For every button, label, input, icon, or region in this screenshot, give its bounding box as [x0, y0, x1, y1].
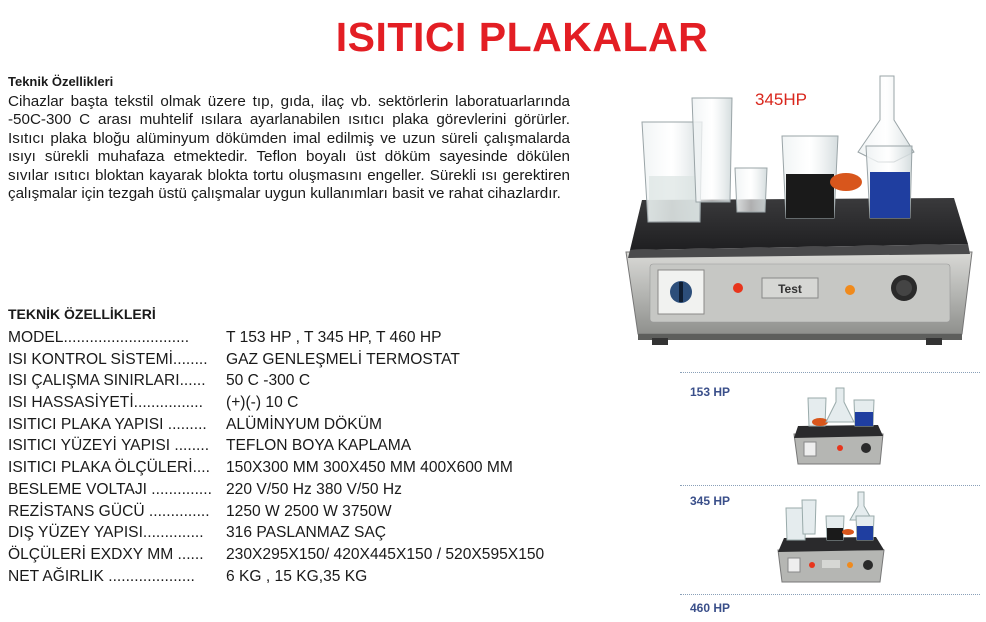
brand-label: Test [778, 282, 802, 296]
specs-heading: TEKNİK ÖZELLİKLERİ [8, 306, 156, 322]
spec-value: 50 C -300 C [226, 372, 311, 390]
spec-label: NET AĞIRLIK .................... [8, 567, 195, 585]
thumb-label-153: 153 HP [690, 385, 731, 399]
spec-row-power [8, 501, 544, 523]
spec-label: REZİSTANS GÜCÜ .............. [8, 502, 210, 520]
spec-label: MODEL............................. [8, 329, 190, 346]
thumb-label-345: 345 HP [690, 494, 731, 508]
spec-row-dimensions [8, 544, 544, 566]
thumb-divider [680, 594, 980, 596]
spec-label: ISI KONTROL SİSTEMİ........ [8, 350, 208, 368]
spec-value: 1250 W 2500 W 3750W [226, 502, 392, 520]
spec-row-exterior [8, 522, 544, 544]
spec-value: 316 PASLANMAZ SAÇ [226, 524, 387, 542]
spec-label: BESLEME VOLTAJI .............. [8, 480, 212, 498]
spec-value: (+)(-) 10 C [226, 394, 299, 412]
spec-row-model [8, 327, 544, 349]
spec-value: TEFLON BOYA KAPLAMA [226, 437, 412, 455]
spec-value: 6 KG , 15 KG,35 KG [226, 567, 368, 585]
spec-label: ISITICI PLAKA ÖLÇÜLERİ.... [8, 459, 210, 477]
spec-row-plate-structure [8, 414, 544, 436]
hot-plate-345-photo [776, 488, 886, 588]
spec-value: GAZ GENLEŞMELİ TERMOSTAT [226, 350, 460, 368]
spec-row-surface [8, 435, 544, 457]
spec-value: ALÜMİNYUM DÖKÜM [226, 415, 382, 433]
spec-label: ISITICI PLAKA YAPISI ......... [8, 415, 207, 433]
thumb-divider [680, 372, 980, 374]
thumb-divider [680, 485, 980, 487]
spec-value: T 153 HP , T 345 HP, T 460 HP [226, 329, 442, 346]
spec-label: ISI ÇALIŞMA SINIRLARI...... [8, 372, 206, 390]
spec-label: ISITICI YÜZEYİ YAPISI ........ [8, 437, 210, 455]
spec-value: 220 V/50 Hz 380 V/50 Hz [226, 480, 402, 498]
spec-row-plate-size [8, 457, 544, 479]
thumb-label-460: 460 HP [690, 601, 731, 615]
spec-row-range [8, 370, 544, 392]
spec-value: 230X295X150/ 420X445X150 / 520X595X150 [226, 545, 545, 563]
spec-row-weight [8, 566, 544, 588]
specs-list [8, 327, 544, 587]
hot-plate-photo [620, 72, 975, 352]
main-model-label: 345HP [755, 90, 807, 109]
intro-paragraph: Cihazlar başta tekstil olmak üzere tıp, gıda, ilaç vb. sektörlerin laboratuarlarında -50C-300 C arası muhtelif ısılara ayarlanabilen ısıtıcı plaka görevlerini görürler. Isıtıcı plaka bloğu alüminyum dökümden imal edilmiş ve uzun süreli çalışmalarda ısıyı sürekli muhafaza etmektedir. Teflon boyalı üst döküm sayesinde dökülen sıvılar ısıtıcı bloktan kayarak blokta tortu oluşmasını engeller. Sürekli ısı gerektiren çalışmalar için tezgah üstü çalışmalar uygun kullanımları basit ve rahat cihazlardır. [8, 93, 570, 203]
page-title: ISITICI PLAKALAR [335, 14, 709, 60]
spec-label: DIŞ YÜZEY YAPISI.............. [8, 524, 204, 542]
spec-value: 150X300 MM 300X450 MM 400X600 MM [226, 459, 513, 477]
spec-label: ISI HASSASİYETİ................ [8, 394, 203, 412]
spec-row-precision [8, 392, 544, 414]
spec-row-voltage [8, 479, 544, 501]
spec-label: ÖLÇÜLERİ EXDXY MM ...... [8, 545, 204, 563]
intro-heading: Teknik Özellikleri [8, 74, 114, 89]
hot-plate-153-photo [792, 378, 884, 470]
spec-row-control [8, 349, 544, 371]
